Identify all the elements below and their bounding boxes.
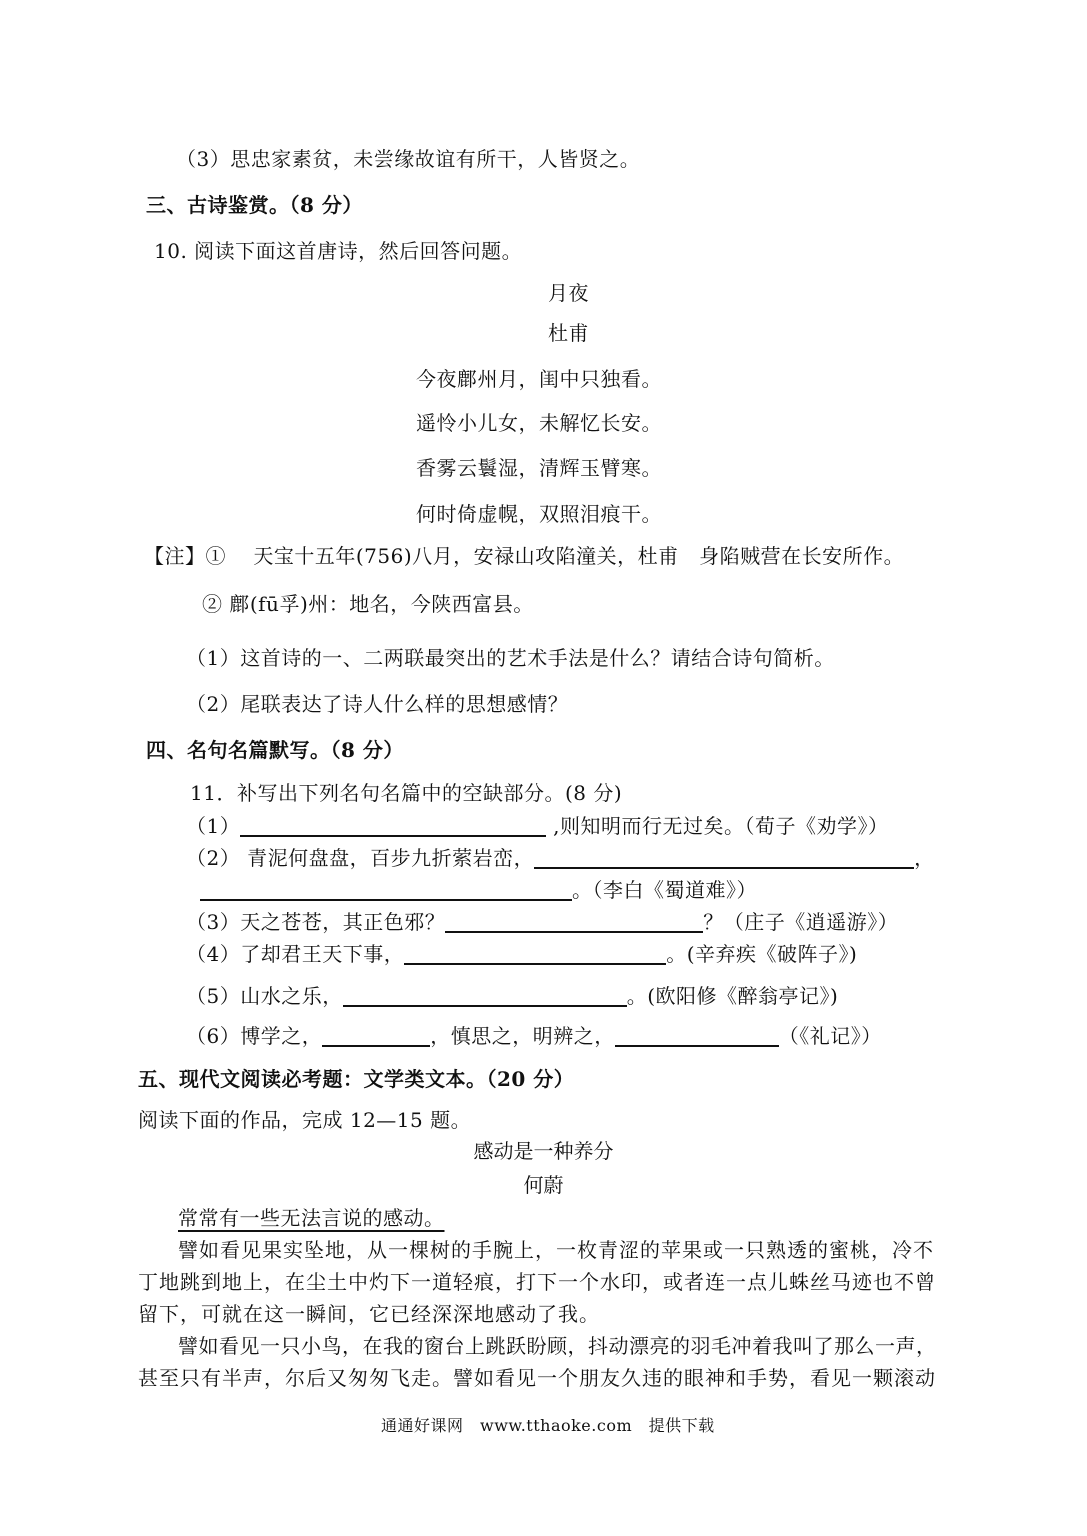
fill-6-suffix: （《礼记》）: [778, 1024, 882, 1048]
poem-line-2: 遥怜小儿女，未解忆长安。: [416, 411, 662, 435]
fill-blank-6: [186, 1023, 882, 1049]
fill-4-prefix: （4）了却君王天下事，: [186, 942, 405, 966]
essay-paragraph-2-line-2: 甚至只有半声，尔后又匆匆飞走。譬如看见一个朋友久违的眼神和手势，看见一颗滚动: [138, 1366, 936, 1390]
answer-blank[interactable]: [534, 847, 914, 869]
page-footer: 通通好课网 www.tthaoke.com 提供下载: [381, 1416, 715, 1435]
answer-blank[interactable]: [343, 985, 627, 1007]
section-4-heading: 四、名句名篇默写。（8 分）: [146, 738, 404, 762]
fill-4-suffix: 。(辛弃疾《破阵子》): [666, 942, 858, 966]
fill-blank-4: [186, 941, 857, 967]
essay-paragraph-2-line-1: 譬如看见一只小鸟，在我的窗台上跳跃盼顾，抖动漂亮的羽毛冲着我叫了那么一声，: [178, 1334, 937, 1358]
essay-title: 感动是一种养分: [473, 1139, 614, 1163]
answer-blank[interactable]: [322, 1025, 430, 1047]
fill-blank-2b: [200, 877, 757, 903]
section-3-heading: 三、古诗鉴赏。（8 分）: [146, 193, 363, 217]
note-1: 【注】① 天宝十五年(756)八月，安禄山攻陷潼关，杜甫 身陷贼营在长安所作。: [144, 544, 905, 568]
fill-5-suffix: 。(欧阳修《醉翁亭记》): [626, 984, 839, 1008]
fill-3-suffix: ？（庄子《逍遥游》）: [703, 910, 899, 934]
answer-blank[interactable]: [200, 879, 572, 901]
fill-6-middle: ，慎思之，明辨之，: [430, 1024, 615, 1048]
poem-title: 月夜: [548, 281, 589, 305]
fill-1-suffix: ,则知明而行无过矣。（荀子《劝学》）: [546, 814, 889, 838]
fill-2-comma: ，: [914, 846, 935, 870]
essay-paragraph-1-line-1: 譬如看见果实坠地，从一棵树的手腕上，一枚青涩的苹果或一只熟透的蜜桃，冷不: [178, 1238, 934, 1262]
question-11-prompt: 11．补写出下列名句名篇中的空缺部分。(8 分): [190, 781, 623, 805]
fill-5-prefix: （5）山水之乐，: [186, 984, 343, 1008]
poem-line-1: 今夜鄜州月，闺中只独看。: [416, 367, 662, 391]
fill-3-prefix: （3）天之苍苍，其正色邪？: [186, 910, 446, 934]
poem-line-3: 香雾云鬟湿，清辉玉臂寒。: [416, 456, 662, 480]
answer-blank[interactable]: [240, 815, 546, 837]
reading-intro: 阅读下面的作品，完成 12—15 题。: [138, 1108, 472, 1132]
answer-blank[interactable]: [615, 1025, 779, 1047]
fill-blank-1: [186, 813, 888, 839]
essay-author: 何蔚: [523, 1173, 564, 1197]
section-5-heading: 五、现代文阅读必考题：文学类文本。（20 分）: [138, 1067, 575, 1091]
answer-blank[interactable]: [445, 911, 703, 933]
fill-2-suffix: 。（李白《蜀道难》）: [572, 878, 757, 902]
fill-1-prefix: （1）: [186, 814, 241, 838]
answer-blank[interactable]: [404, 943, 666, 965]
fill-6-prefix: （6）博学之，: [186, 1024, 323, 1048]
question-9-3: （3）思忠家素贫，未尝缘故谊有所干，人皆贤之。: [176, 147, 641, 171]
fill-blank-3: [186, 909, 898, 935]
note-2: ② 鄜(fū孚)州：地名，今陕西富县。: [202, 592, 534, 616]
essay-paragraph-1-line-3: 留下，可就在这一瞬间，它已经深深地感动了我。: [138, 1302, 600, 1326]
fill-blank-5: [186, 983, 838, 1009]
question-10-2: （2）尾联表达了诗人什么样的思想感情？: [186, 692, 569, 716]
question-10-1: （1）这首诗的一、二两联最突出的艺术手法是什么？请结合诗句简析。: [186, 646, 835, 670]
essay-paragraph-0: 常常有一些无法言说的感动。: [178, 1206, 445, 1230]
essay-paragraph-1-line-2: 丁地跳到地上，在尘土中灼下一道轻痕，打下一个水印，或者连一点儿蛛丝马迹也不曾: [138, 1270, 936, 1294]
poem-author: 杜甫: [548, 321, 589, 345]
poem-line-4: 何时倚虚幌，双照泪痕干。: [416, 502, 662, 526]
question-10-prompt: 10. 阅读下面这首唐诗，然后回答问题。: [154, 239, 523, 263]
fill-blank-2a: [186, 845, 935, 871]
fill-2-prefix: （2） 青泥何盘盘，百步九折萦岩峦，: [186, 846, 535, 870]
